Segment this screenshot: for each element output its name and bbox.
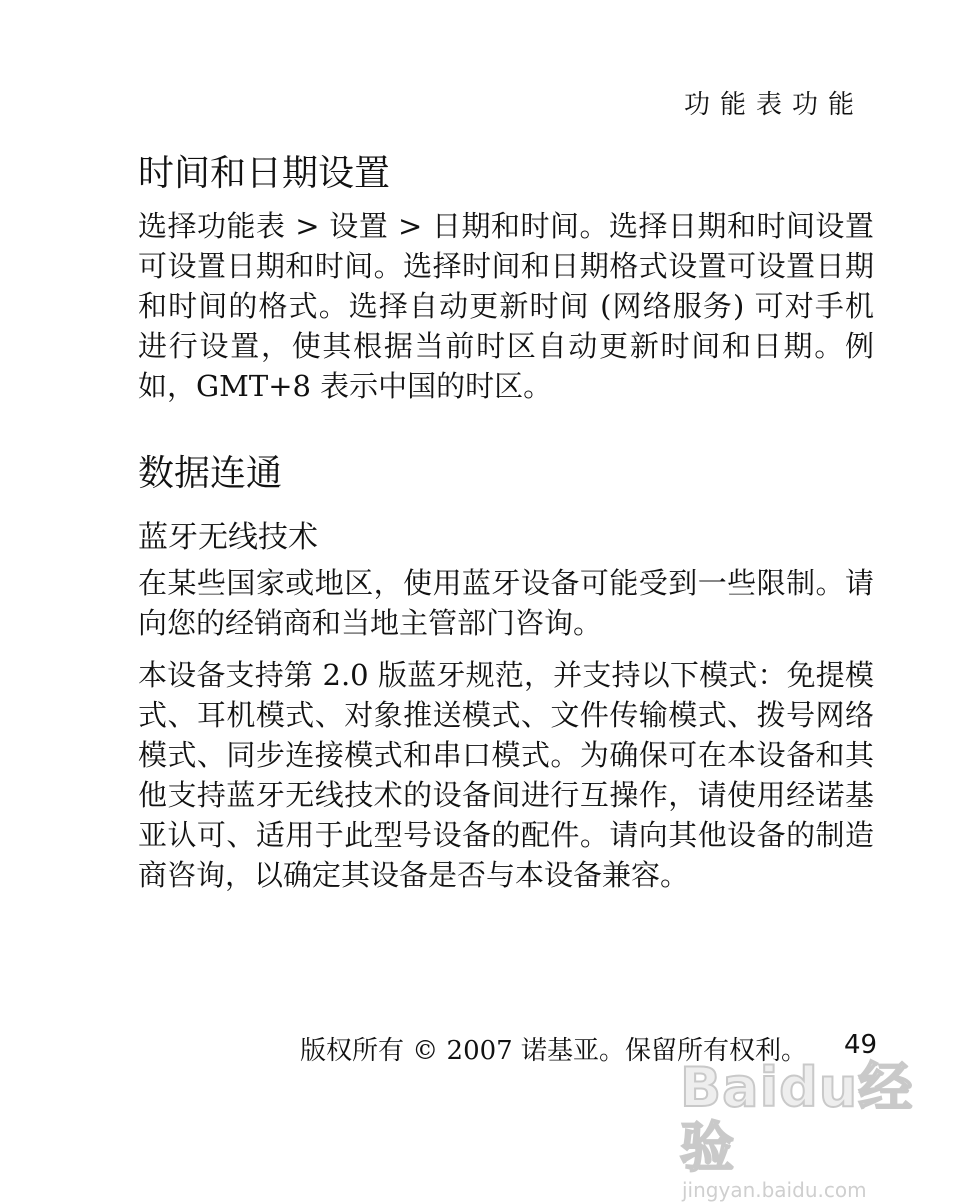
menu-term: 日期和时间: [431, 209, 580, 243]
subsection-title-bluetooth: 蓝牙无线技术: [138, 520, 318, 555]
copyright-footer: 版权所有 © 2007 诺基亚。保留所有权利。: [300, 1036, 807, 1066]
section-title-connectivity: 数据连通: [138, 453, 283, 494]
menu-term: 功能表: [197, 209, 286, 243]
paragraph-bluetooth-profiles: 本设备支持第 2.0 版蓝牙规范，并支持以下模式：免提模式、耳机模式、对象推送模式、文件传输模式、拨号网络模式、同步连接模式和串口模式。为确保可在本设备和其他支持蓝牙无线技术的设备间进行互操作，请使用经诺基亚认可、适用于此型号设备的配件。请向其他设备的制造商咨询，以确定其设备是否与本设备兼容。: [138, 658, 874, 892]
menu-term: 时间和日期格式设置: [462, 249, 728, 283]
baidu-jingyan-watermark: [680, 1058, 964, 1202]
watermark-logo: Baidu经验: [680, 1056, 914, 1179]
text-run: >: [285, 209, 330, 243]
text-run: >: [388, 209, 432, 243]
menu-term: 设置: [329, 209, 389, 243]
text-run: 可设置日期和时间。选择: [138, 249, 463, 283]
paragraph-bluetooth-restrictions: 在某些国家或地区，使用蓝牙设备可能受到一些限制。请向您的经销商和当地主管部门咨询。: [138, 566, 874, 640]
page-number: 49: [844, 1030, 878, 1060]
text-run: 选择: [138, 209, 197, 243]
text-run: 。选择: [579, 209, 668, 243]
paragraph-datetime: [138, 206, 874, 406]
running-header: 功能表功能: [683, 90, 864, 120]
menu-term: 日期和时间设置: [667, 209, 874, 243]
text-run: 可设置日期和时间的格式。选择: [138, 249, 874, 323]
watermark-url: jingyan.baidu.com: [682, 1178, 867, 1202]
menu-term: 自动更新时间: [409, 289, 590, 323]
section-title-datetime: 时间和日期设置: [138, 153, 391, 194]
text-run: (网络服务) 可对手机进行设置，使其根据当前时区自动更新时间和日期。例如，GMT+8 表示中国的时区。: [138, 289, 874, 403]
